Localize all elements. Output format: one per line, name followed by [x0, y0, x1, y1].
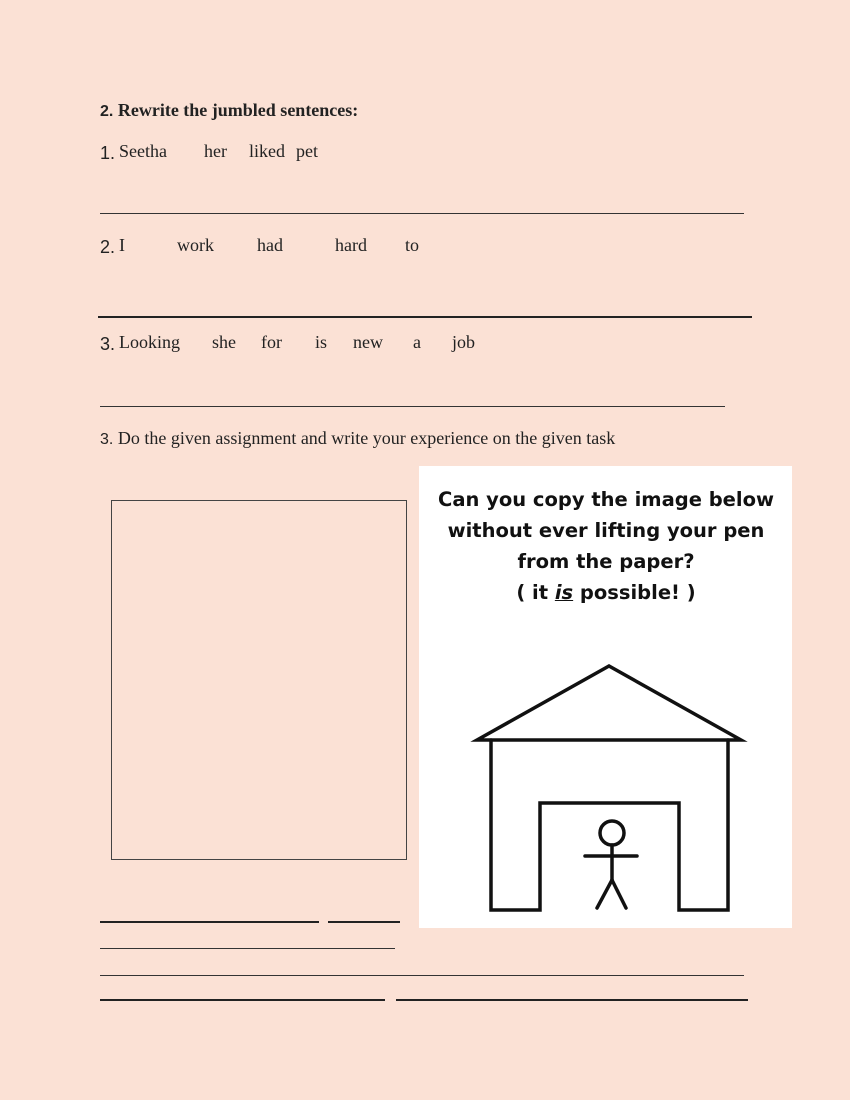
puzzle-line-2: without ever lifting your pen: [447, 519, 765, 542]
section-2-heading: [100, 100, 358, 121]
puzzle-line-4-close: possible! ): [573, 581, 696, 604]
jumbled-sentence-2: [100, 235, 500, 259]
stick-figure-head: [600, 821, 624, 845]
jumbled-word: work: [177, 235, 214, 255]
jumbled-word: Seetha: [119, 141, 167, 161]
answer-line-3[interactable]: [100, 406, 725, 407]
jumbled-word: a: [413, 332, 421, 352]
writing-line-2[interactable]: [100, 948, 395, 949]
item-number: 2.: [100, 237, 116, 257]
stick-figure-left-leg: [597, 880, 612, 908]
jumbled-sentence-3: [100, 332, 520, 356]
writing-line-4a[interactable]: [100, 999, 385, 1001]
stick-figure-right-leg: [612, 880, 626, 908]
jumbled-word: Looking: [119, 332, 180, 352]
item-number: 1.: [100, 143, 116, 163]
puzzle-line-3: from the paper?: [517, 550, 695, 573]
jumbled-word: for: [261, 332, 282, 352]
drawing-box[interactable]: [111, 500, 407, 860]
section-3-number: 3.: [100, 431, 114, 448]
section-2-number: 2.: [100, 103, 114, 120]
jumbled-word: had: [257, 235, 283, 255]
house-roof: [477, 666, 741, 740]
jumbled-word: new: [353, 332, 383, 352]
writing-line-4b[interactable]: [396, 999, 748, 1001]
writing-line-3[interactable]: [100, 975, 744, 976]
jumbled-word: job: [452, 332, 476, 352]
writing-line-1a[interactable]: [100, 921, 319, 923]
puzzle-emphasis: is: [554, 581, 574, 604]
section-3-title: Do the given assignment and write your experience on the given task: [117, 428, 616, 448]
puzzle-panel: [419, 466, 792, 928]
writing-line-1b[interactable]: [328, 921, 400, 923]
answer-line-2[interactable]: [98, 316, 752, 318]
puzzle-line-1: Can you copy the image below: [438, 488, 774, 511]
jumbled-word: her: [204, 141, 227, 161]
section-2-title: Rewrite the jumbled sentences:: [117, 100, 359, 120]
item-number: 3.: [100, 334, 116, 354]
puzzle-line-4-open: ( it: [516, 581, 555, 604]
jumbled-word: to: [405, 235, 420, 255]
jumbled-word: is: [315, 332, 328, 352]
house-drawing: [419, 466, 792, 928]
section-3-heading: [100, 428, 615, 449]
jumbled-word: pet: [296, 141, 318, 161]
jumbled-word: I: [119, 235, 125, 255]
answer-line-1[interactable]: [100, 213, 744, 214]
jumbled-word: she: [212, 332, 236, 352]
jumbled-sentence-1: [100, 141, 500, 165]
jumbled-word: liked: [249, 141, 285, 161]
jumbled-word: hard: [335, 235, 367, 255]
